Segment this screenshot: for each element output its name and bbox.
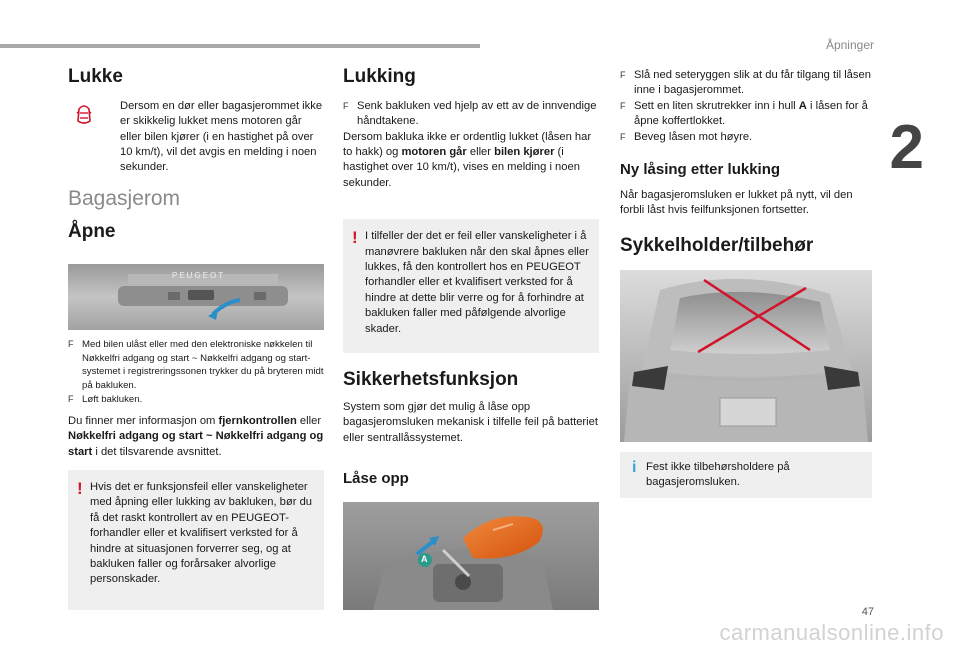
section-title: Åpninger — [825, 38, 874, 52]
bullet-mark: F — [68, 338, 74, 349]
warning-text: I tilfeller der det er feil eller vanskeligheter i å manøvrere bakluken når den skal åpnes eller lukkes, få den kontrollert hos en PEUGEOT forhandler eller et kvalifisert verksted for å hindre at dette blir verre og for å forhindre at bakluken faller med påfølgende alvorlige skader. — [365, 230, 589, 335]
list-item: F Senk bakluken ved hjelp av ett av de innvendige håndtakene. — [343, 99, 597, 128]
header-rule — [0, 44, 480, 48]
bullet-mark: F — [620, 70, 626, 80]
page-number: 47 — [861, 606, 874, 618]
lock-release-photo — [343, 502, 599, 610]
ny-lasing-text: Når bagasjeromsluken er lukket på nytt, vil den forbli låst hvis feilfunksjonen fortsetter. — [620, 189, 853, 217]
heading-lukke: Lukke — [68, 66, 123, 87]
lukke-block — [76, 99, 324, 176]
heading-bagasjerom: Bagasjerom — [68, 186, 181, 210]
heading-sykkelholder: Sykkelholder/tilbehør — [620, 234, 814, 256]
label-a: A — [421, 554, 428, 565]
apne-bullets — [68, 338, 324, 407]
tailgate-switch-photo — [68, 264, 324, 330]
lukking-block — [343, 99, 599, 191]
list-item: F Sett en liten skrutrekker inn i hull A i låsen for å åpne koffertlokket. — [620, 99, 868, 128]
lase-opp-steps — [620, 68, 874, 145]
info-box — [620, 452, 872, 498]
info-text: Fest ikke tilbehørsholdere på bagasjeromsluken. — [646, 460, 790, 489]
list-item: F Beveg låsen mot høyre. — [620, 130, 874, 145]
bullet-mark: F — [68, 394, 74, 404]
warning-box — [343, 219, 599, 353]
warning-box — [68, 470, 324, 610]
heading-ny-lasing: Ny låsing etter lukking — [620, 161, 781, 179]
rear-car-photo — [620, 270, 872, 442]
car-door-warning-icon — [76, 103, 92, 127]
list-item: F Løft bakluken. — [68, 394, 143, 405]
warning-icon: ! — [77, 479, 83, 499]
heading-lase-opp: Låse opp — [343, 470, 409, 488]
lukke-text: Dersom en dør eller bagasjerommet ikke er skikkelig lukket mens motoren går eller bilen kjører (i en hastighet på over 10 km/t), vil det avgis en melding i noen sekunder. — [120, 99, 323, 174]
warning-icon: ! — [352, 228, 358, 248]
sikkerhet-text: System som gjør det mulig å låse opp bagasjeromsluken mekanisk i tilfelle feil på batteriet eller sentrallåssystemet. — [343, 401, 598, 444]
screwdriver-lock-illustration — [343, 502, 599, 610]
column-2 — [343, 66, 599, 610]
watermark: carmanualsonline.info — [719, 620, 944, 645]
info-icon: i — [632, 458, 637, 476]
column-1 — [68, 66, 324, 610]
rear-car-illustration — [620, 270, 872, 442]
bullet-mark: F — [620, 131, 626, 142]
remote-info-text: Du finner mer informasjon om fjernkontrollen eller Nøkkelfri adgang og start ~ Nøkkelfri adgang og start i det tilsvarende avsnittet. — [68, 414, 324, 458]
heading-apne: Åpne — [68, 221, 116, 243]
heading-sikkerhetsfunksjon: Sikkerhetsfunksjon — [343, 369, 519, 391]
chapter-number: 2 — [889, 113, 924, 182]
lukking-paragraph: Dersom bakluka ikke er ordentlig lukket (låsen har to hakk) og motoren går eller bilen kjører (i hastighet over 10 km/t), vises en melding i noen sekunder. — [343, 130, 592, 189]
warning-text: Hvis det er funksjonsfeil eller vanskeligheter med åpning eller lukking av bakluken, bør du få det raskt kontrollert av en PEUGEOT-forhandler eller et kvalifisert verksted for å hindre at situasjonen forverrer seg, og at bakluken faller og forårsaker alvorlige personskader. — [90, 481, 313, 586]
list-item: F Med bilen ulåst eller med den elektroniske nøkkelen til Nøkkelfri adgang og start ~ Nøkkelfri adgang og start-systemet i registreringssonen trykker du på bryteren midt på bakluken. — [68, 338, 324, 392]
column-3 — [620, 66, 874, 498]
heading-lukking: Lukking — [343, 66, 416, 87]
list-item: F Slå ned seteryggen slik at du får tilgang til låsen inne i bagasjerommet. — [620, 69, 871, 97]
photo-brand-text: PEUGEOT — [172, 270, 226, 280]
bullet-mark: F — [620, 100, 626, 111]
bullet-mark: F — [343, 100, 349, 111]
